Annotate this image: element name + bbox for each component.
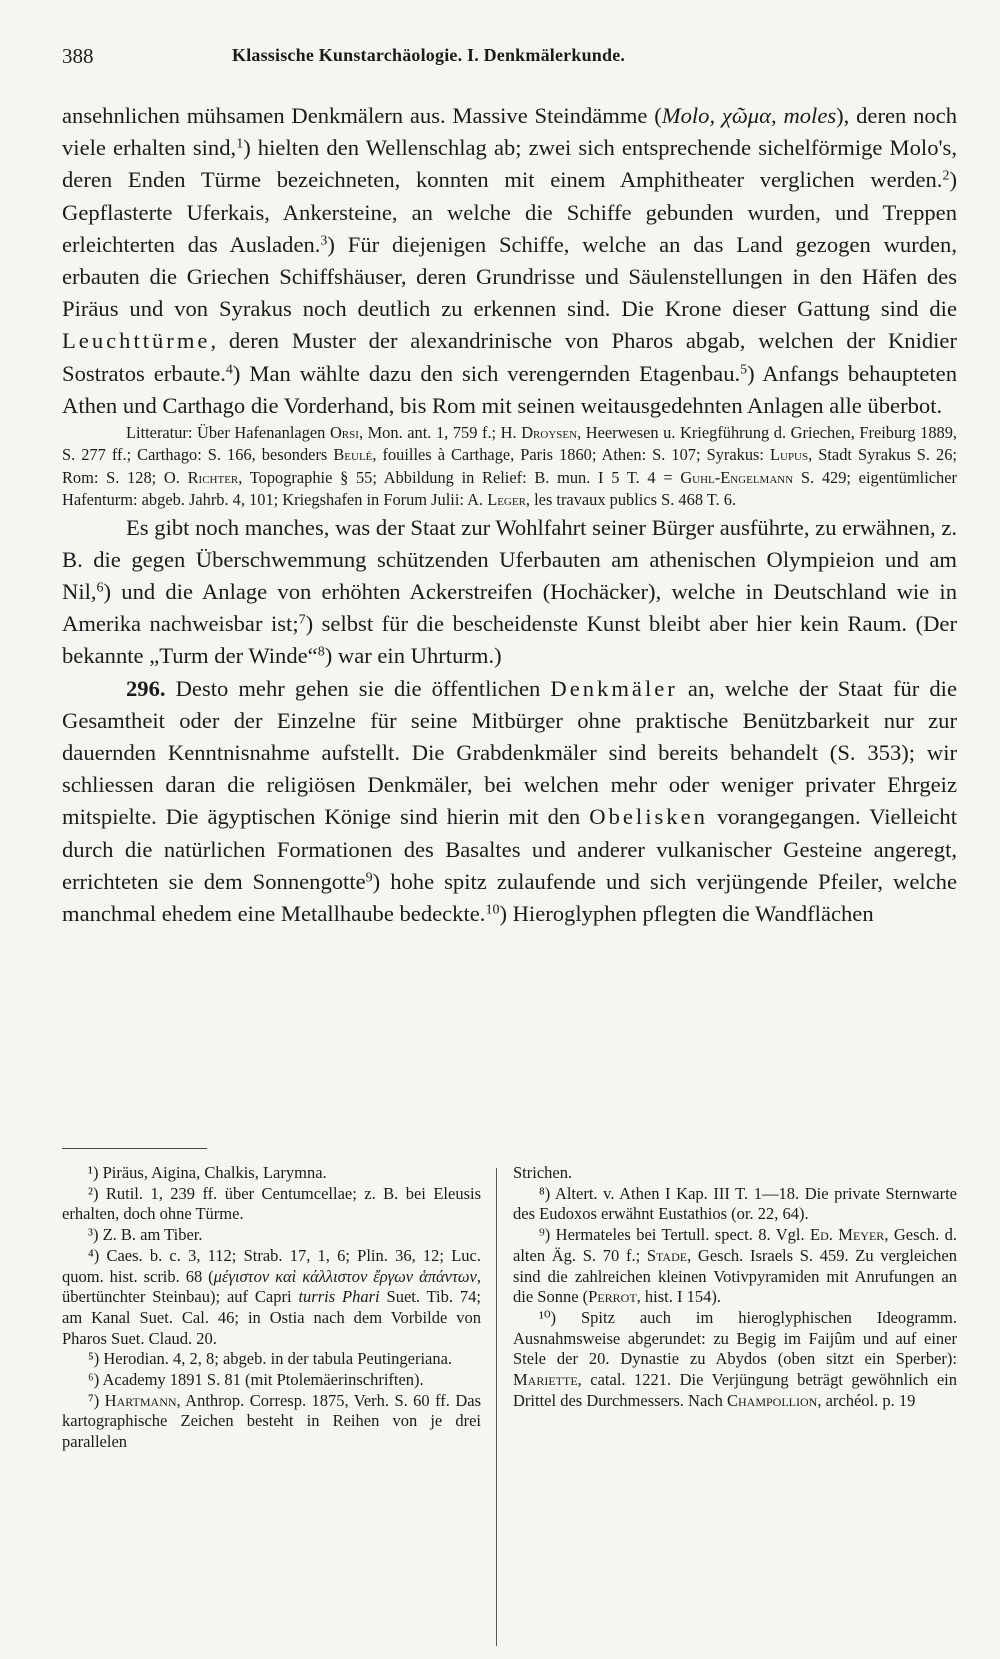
main-text (62, 100, 957, 930)
literature-note: Litteratur: Über Hafenanlagen Orsi, Mon. ant. 1, 759 f.; H. Droysen, Heerwesen u. Kriegführung d. Griechen, Freiburg 1889, S. 277 ff.; Carthago: S. 166, besonders Beulé, fouilles à Carthage, Paris 1860; Athen: S. 107; Syrakus: Lupus, Stadt Syrakus S. 26; Rom: S. 128; O. Richter, Topographie § 55; Abbildung in Relief: B. mun. I 5 T. 4 = Guhl-Engelmann S. 429; eigentümlicher Hafenturm: abgeb. Jahrb. 4, 101; Kriegshafen in Forum Julii: A. Leger, les travaux publics S. 468 T. 6. (62, 423, 958, 510)
paragraph-monuments: 296. Desto mehr gehen sie die öffentlichen Denkmäler an, welche der Staat für die Gesamtheit oder der Einzelne für seine Mitbürger ohne praktische Benützbarkeit nur zur dauernden Kenntnisnahme aufstellt. Die Grabdenkmäler sind bereits behandelt (S. 353); wir schliessen daran die religiösen Denkmäler, bei welchen mehr oder weniger privater Ehrgeiz mitspielte. Die ägyptischen Könige sind hierin mit den Obelisken vorangegangen. Vielleicht durch die natürlichen Formationen des Basaltes und anderer vulkanischer Gesteine angeregt, errichteten sie dem Sonnengotte$^9$) hohe spitz zulaufende und sich verjüngende Pfeiler, welche manchmal ehedem eine Metallhaube bedeckte.$^{10}$) Hieroglyphen pflegten die Wandflächen (62, 675, 957, 927)
footnote-9: ⁹) Hermateles bei Tertull. spect. 8. Vgl. Ed. Meyer, Gesch. d. alten Äg. S. 70 f.; Stade, Gesch. Israels S. 459. Zu vergleichen sind die zahlreichen kleinen Votivpyramiden mit Anrufungen an die Sonne (Perrot, hist. I 154). (513, 1225, 958, 1307)
page-number: 388 (62, 44, 94, 68)
footnote-ref: 7 (298, 612, 306, 628)
spaced-term: Leuchttürme (62, 328, 211, 354)
paragraph-harbours: ansehnlichen mühsamen Denkmälern aus. Massive Steindämme (Molo, χῶμα, moles), deren noch viele erhalten sind,$^1$) hielten den Wellenschlag ab; zwei sich entsprechende sichelförmige Molo's, deren Enden Türme bezeichneten, konnten mit einem Amphitheater verglichen werden.$^2$) Gepflasterte Uferkais, Ankersteine, an welche die Schiffe gebunden wurden, und Treppen erleichterten das Ausladen.$^3$) Für diejenigen Schiffe, welche an das Land gezogen wurden, erbauten die Griechen Schiffshäuser, deren Grundrisse und Säulenstellungen in den Häfen des Piräus und von Syrakus noch deutlich zu erkennen sind. Die Krone dieser Gattung sind die Leuchttürme, deren Muster der alexandrinische von Pharos abgab, welchen der Knidier Sostratos erbaute.$^4$) Man wählte dazu den sich verengernden Etagenbau.$^5$) Anfangs behaupteten Athen und Carthago die Vorderhand, bis Rom mit seinen weitausgedehnten Anlagen alle überbot. (62, 103, 957, 418)
footnote-ref: 10 (485, 902, 500, 918)
footnote-ref: 3 (320, 233, 328, 249)
footnote-ref: 8 (317, 644, 325, 660)
footnote-ref: 2 (942, 168, 950, 184)
footnote-ref: 6 (96, 580, 104, 596)
footnote-8: ⁸) Altert. v. Athen I Kap. III T. 1—18. Die private Sternwarte des Eudoxos erwähnt Eustathios (or. 22, 64). (513, 1183, 957, 1224)
running-title: Klassische Kunstarchäologie. I. Denkmälerkunde. (232, 45, 626, 65)
page-header (62, 44, 960, 74)
footnote-10: ¹⁰) Spitz auch im hieroglyphischen Ideogramm. Ausnahmsweise abgerundet: zu Begig im Faijûm und auf einer Stele der 20. Dynastie zu Abydos (oben sitzt ein Sperber): Mariette, catal. 1221. Die Verjüngung beträgt gewöhnlich ein Drittel des Durchmessers. Nach Champollion, archéol. p. 19 (513, 1307, 957, 1410)
footnote-5: ⁵) Herodian. 4, 2, 8; abgeb. in der tabula Peutingeriana. (88, 1349, 453, 1369)
spaced-term: Denkmäler (550, 675, 678, 701)
footnote-7: ⁷) Hartmann, Anthrop. Corresp. 1875, Verh. S. 60 ff. Das kartographische Zeichen besteht in Reihen von je drei parallelen (62, 1390, 481, 1452)
section-number: 296. (126, 675, 166, 701)
footnote-1: ¹) Piräus, Aigina, Chalkis, Larymna. (88, 1163, 327, 1182)
footnotes-right-column (513, 1163, 957, 1411)
footnote-2: ²) Rutil. 1, 239 ff. über Centumcellae; z. B. bei Eleusis erhalten, doch ohne Türme. (62, 1183, 481, 1224)
footnote-3: ³) Z. B. am Tiber. (88, 1225, 203, 1245)
footnote-4: ⁴) Caes. b. c. 3, 112; Strab. 17, 1, 6; Plin. 36, 12; Luc. quom. hist. scrib. 68 (μέγιστον καὶ κάλλιστον ἔργων ἁπάντων, übertünchter Steinbau); auf Capri turris Phari Suet. Tib. 74; am Kanal Suet. Cal. 46; in Ostia nach dem Vorbilde von Pharos Suet. Claud. 20. (62, 1245, 481, 1348)
paragraph-welfare: Es gibt noch manches, was der Staat zur Wohlfahrt seiner Bürger ausführte, zu erwähnen, z. B. die gegen Überschwemmung schützenden Uferbauten am athenischen Olympieion und am Nil,$^6$) und die Anlage von erhöhten Ackerstreifen (Hochäcker), welche in Deutschland wie in Amerika nachweisbar ist;$^7$) selbst für die bescheidenste Kunst bleibt aber hier kein Raum. (Der bekannte „Turm der Winde“$^8$) war ein Uhrturm.) (62, 514, 957, 669)
footnote-7-continued: Strichen. (513, 1163, 573, 1182)
spaced-term: Obelisken (589, 804, 708, 830)
footnotes-left-column (62, 1163, 481, 1453)
footnote-column-divider (496, 1168, 497, 1646)
footnote-ref: 9 (365, 870, 373, 886)
footnote-separator (62, 1148, 207, 1149)
footnote-ref: 1 (236, 136, 244, 152)
footnote-ref: 5 (740, 361, 748, 377)
footnote-6: ⁶) Academy 1891 S. 81 (mit Ptolemäerinschriften). (88, 1370, 424, 1390)
footnote-ref: 4 (225, 361, 233, 377)
